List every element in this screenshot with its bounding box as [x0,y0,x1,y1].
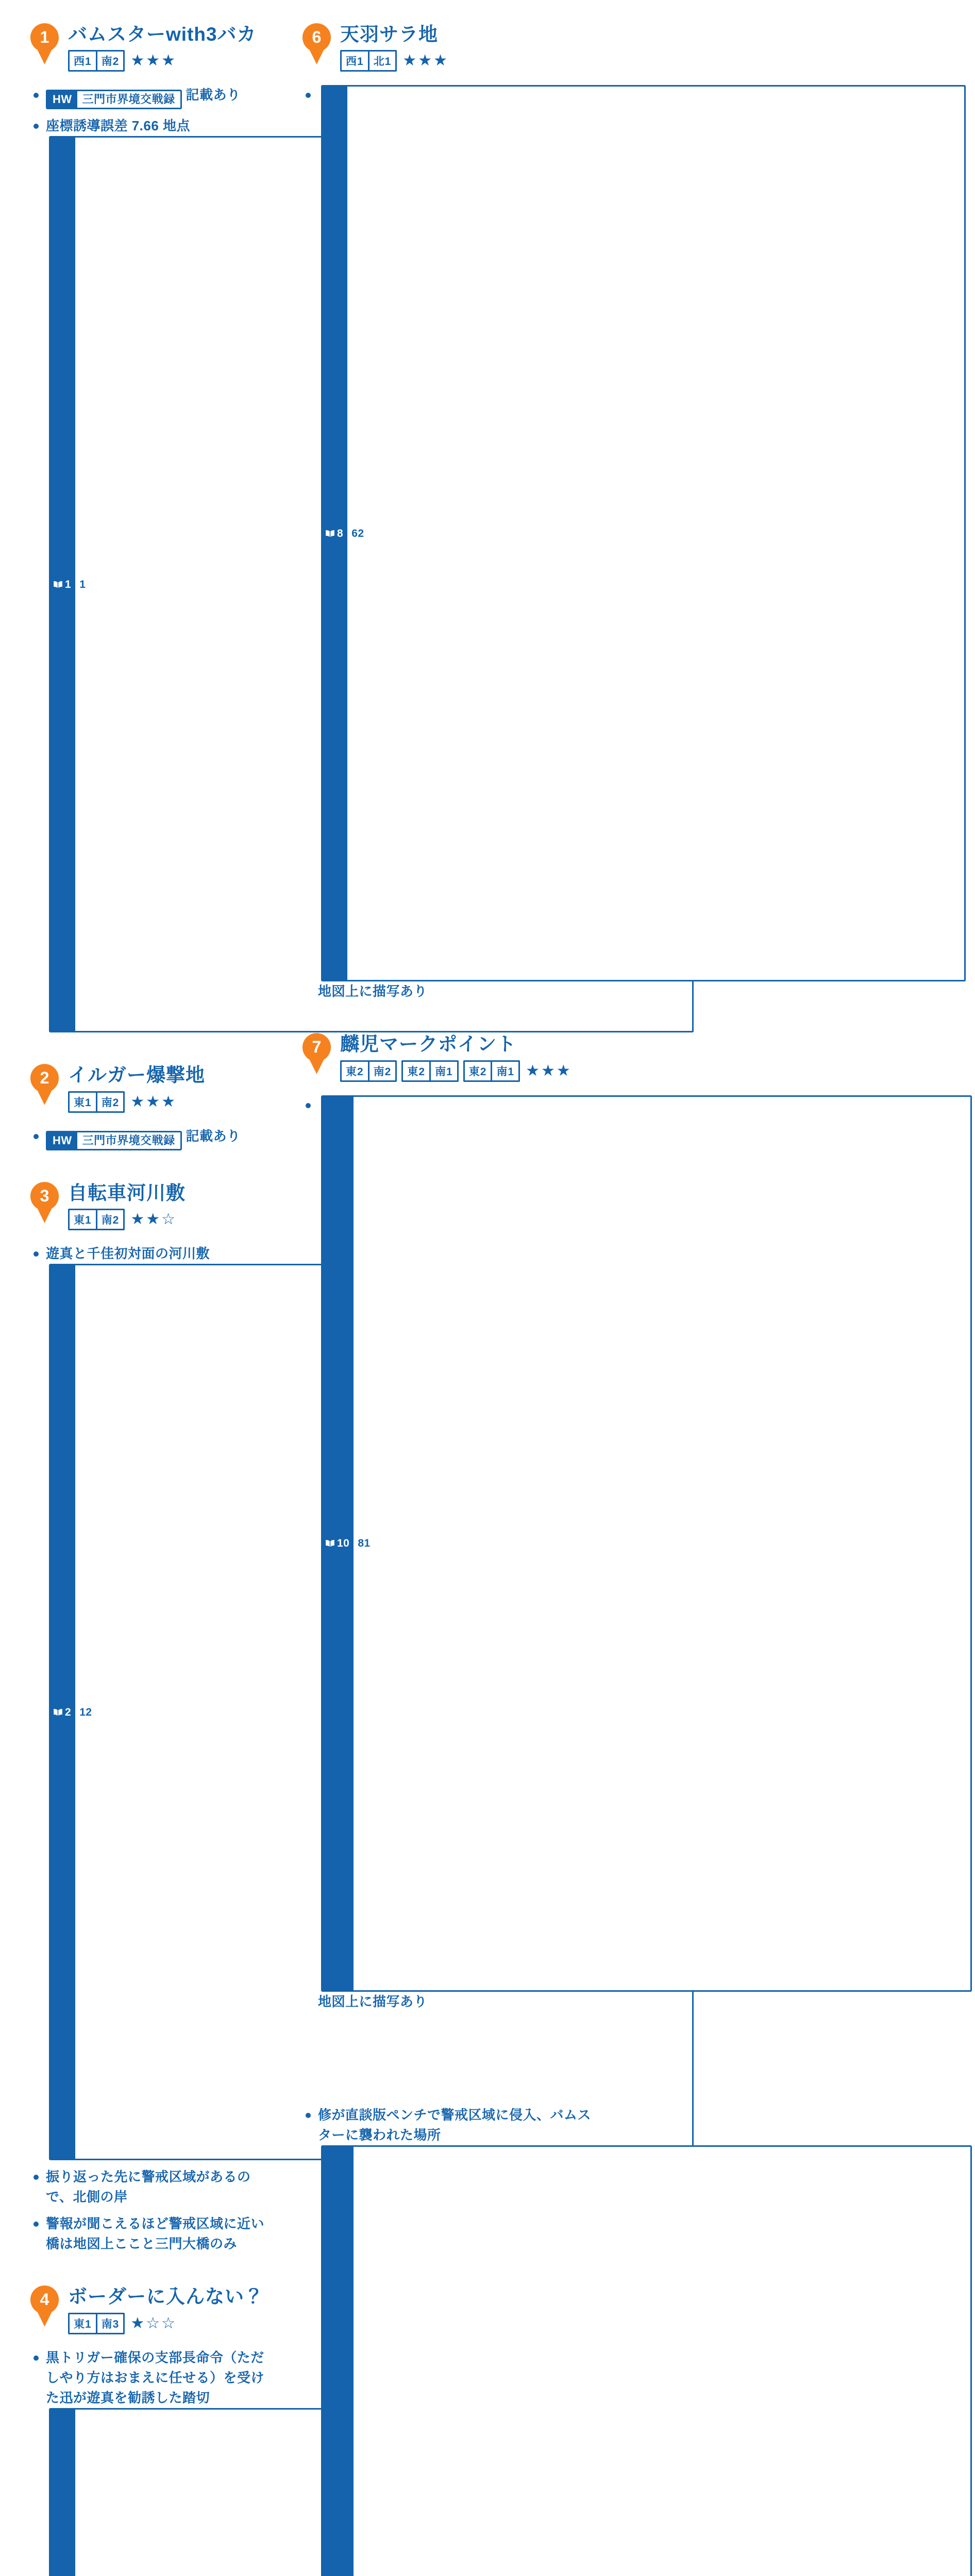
right-items [302,23,593,2576]
poi-header [302,1032,593,1081]
column-left [30,23,276,2405]
map-pin-icon [302,1032,331,1075]
poi-title: ボーダーに入んない？ [68,2286,264,2308]
coordinate-cell: 西1 [346,56,364,68]
volume-cell [49,136,75,1032]
bullet-item [30,1126,276,1150]
coordinate-cell: 南2 [96,1093,124,1111]
bullet-text: 黒トリガー確保の支部長命令（ただしやり方はおまえに任せる）を受けた迅が遊真を勧誘した踏切 [46,2349,265,2405]
coordinate-cell: 北1 [368,52,396,70]
coordinate-badge [401,1060,458,1082]
bullets-list [30,85,276,1032]
bullets-list [30,1244,276,2254]
hw-label: 三門市界境交戦録 [82,93,175,106]
poi-title: 自転車河川敷 [68,1182,186,1204]
map-pin-icon [30,1181,59,1224]
bullet-text: 遊真と千佳初対面の河川敷 [46,1246,210,1262]
volume-number: 2 [65,1706,72,1718]
bullet-text: 警報が聞こえるほど警戒区域に近い橋は地図上ここと三門大橋のみ [46,2216,265,2252]
coordinate-cell: 東1 [74,2318,92,2330]
coordinate-cell: 東1 [74,1214,92,1227]
coordinate-cell: 南3 [96,2314,124,2333]
bullet-item [30,2348,276,2576]
poi-meta [68,2313,264,2334]
pin-number: 7 [312,1038,322,1057]
poi-title: 天羽サラ地 [340,24,438,45]
volume-number: 1 [65,578,72,590]
column-right [302,23,593,2143]
book-icon [53,1708,63,1716]
coordinate-badges [68,50,125,72]
book-icon [53,581,63,588]
bullet-text: 地図上に描写あり [318,984,428,999]
volume-cell [321,1095,354,1992]
coordinate-cell: 南2 [96,52,124,70]
coordinate-cell: 西1 [74,56,92,68]
coordinate-cell: 南2 [96,1210,124,1229]
volume-cell [49,1264,75,2160]
poi-item [30,1063,276,1150]
hw-tag: HW [47,91,77,108]
poi-header [30,1063,276,1112]
bullet-item [30,2167,276,2207]
bullets-list [30,1126,276,1150]
bullet-text: 修が直談版ペンチで警戒区域に侵入、バムスターに襲われた場所 [318,2107,592,2143]
book-icon [325,1539,335,1547]
page-number: 62 [347,85,966,981]
coordinate-badge [340,50,397,72]
poi-header [302,23,593,72]
volume-page-ref-badge [321,85,966,981]
bullet-item [302,2105,593,2576]
pin-number: 4 [40,2290,49,2309]
hw-source-badge [46,1131,182,1150]
volume-number: 10 [337,1537,350,1550]
poi-meta [340,50,449,72]
poi-header [30,1181,276,1230]
volume-number: 8 [337,527,344,539]
poi-item [30,23,276,1032]
coordinate-cell: 南2 [368,1062,396,1080]
left-items [30,23,276,2576]
poi-item [302,23,593,1002]
hw-source-badge [46,90,182,109]
bullet-item [30,2214,276,2254]
poi-meta [68,1209,186,1230]
poi-header [30,23,276,72]
poi-header [30,2285,276,2334]
coordinate-badges [68,2313,125,2334]
map-pin-icon [30,1063,59,1106]
star-rating: ★★★ [402,52,449,70]
poi-item [302,1032,593,2011]
coordinate-badge [68,2313,125,2334]
bullets-list [302,85,593,1002]
star-rating: ★★☆ [130,1211,177,1228]
page-number [354,2145,972,2576]
map-pin-icon [30,23,59,65]
page-number: 81 [354,1095,972,1992]
poi-item [30,1181,276,2254]
poi-header-text [68,2285,264,2334]
poi-header-text [68,1181,186,1230]
volume-page-ref-badge [321,1095,972,1992]
coordinate-badge [68,1091,125,1113]
pin-number: 1 [40,28,49,47]
poi-meta [340,1060,572,1082]
pin-number: 3 [40,1186,49,1205]
coordinate-badges [68,1209,125,1230]
coordinate-cell: 東2 [346,1065,364,1078]
page-number: 1 [75,136,694,1032]
pin-number: 6 [312,28,322,47]
coordinate-cell: 東2 [468,1065,487,1078]
star-rating: ★★★ [130,1093,177,1110]
coordinate-badges [340,50,397,72]
coordinate-cell: 南1 [491,1062,518,1080]
bullet-text: 地図上に描写あり [318,1993,428,2009]
poi-item [30,2285,276,2576]
poi-meta [68,50,257,72]
poi-header-text [340,1032,572,1081]
coordinate-badge [463,1060,520,1082]
volume-page-ref-badge [321,2145,972,2576]
hw-tag: HW [47,1132,77,1149]
poi-title: イルガー爆撃地 [68,1064,205,1086]
poi-title: バムスターwith3バカ [68,24,257,45]
star-rating: ★★★ [526,1062,572,1079]
bullet-item [302,85,593,1002]
bullet-text: 記載あり [186,87,241,103]
coordinate-cell: 東1 [74,1096,92,1109]
poi-item [302,2043,593,2576]
coordinate-badge [68,1209,125,1230]
book-icon [325,530,335,537]
bullets-list [30,2348,276,2576]
poi-title: 麟児マークポイント [340,1033,516,1055]
bullets-list [302,2105,593,2576]
coordinate-badges [340,1060,520,1082]
volume-cell [321,2145,354,2576]
poi-meta [68,1091,205,1113]
bullet-text: 座標誘導誤差 7.66 地点 [46,118,191,134]
bullet-item [30,1244,276,2160]
coordinate-cell: 南1 [429,1062,457,1080]
volume-cell [49,2408,75,2576]
star-rating: ★★★ [130,52,177,70]
coordinate-cell: 東2 [407,1065,426,1078]
page-number: 12 [75,1264,694,2160]
volume-cell [321,85,347,981]
poi-header-text [340,23,449,72]
coordinate-badge [68,50,125,72]
bullet-text: 記載あり [186,1128,241,1144]
poi-header-text [68,23,257,72]
map-pin-icon [302,23,331,65]
poi-header-text [68,1063,205,1112]
star-rating: ★☆☆ [130,2314,177,2332]
hw-label: 三門市界境交戦録 [82,1133,175,1147]
bullet-item [30,116,276,1032]
bullets-list [302,1095,593,2012]
bullet-text: 振り返った先に警戒区域があるので、北側の岸 [46,2169,251,2205]
bullet-item [302,1095,593,2012]
coordinate-badge [340,1060,397,1082]
coordinate-badges [68,1091,125,1113]
map-pin-icon [30,2285,59,2327]
pin-number: 2 [40,1069,49,1088]
bullet-item [30,85,276,109]
